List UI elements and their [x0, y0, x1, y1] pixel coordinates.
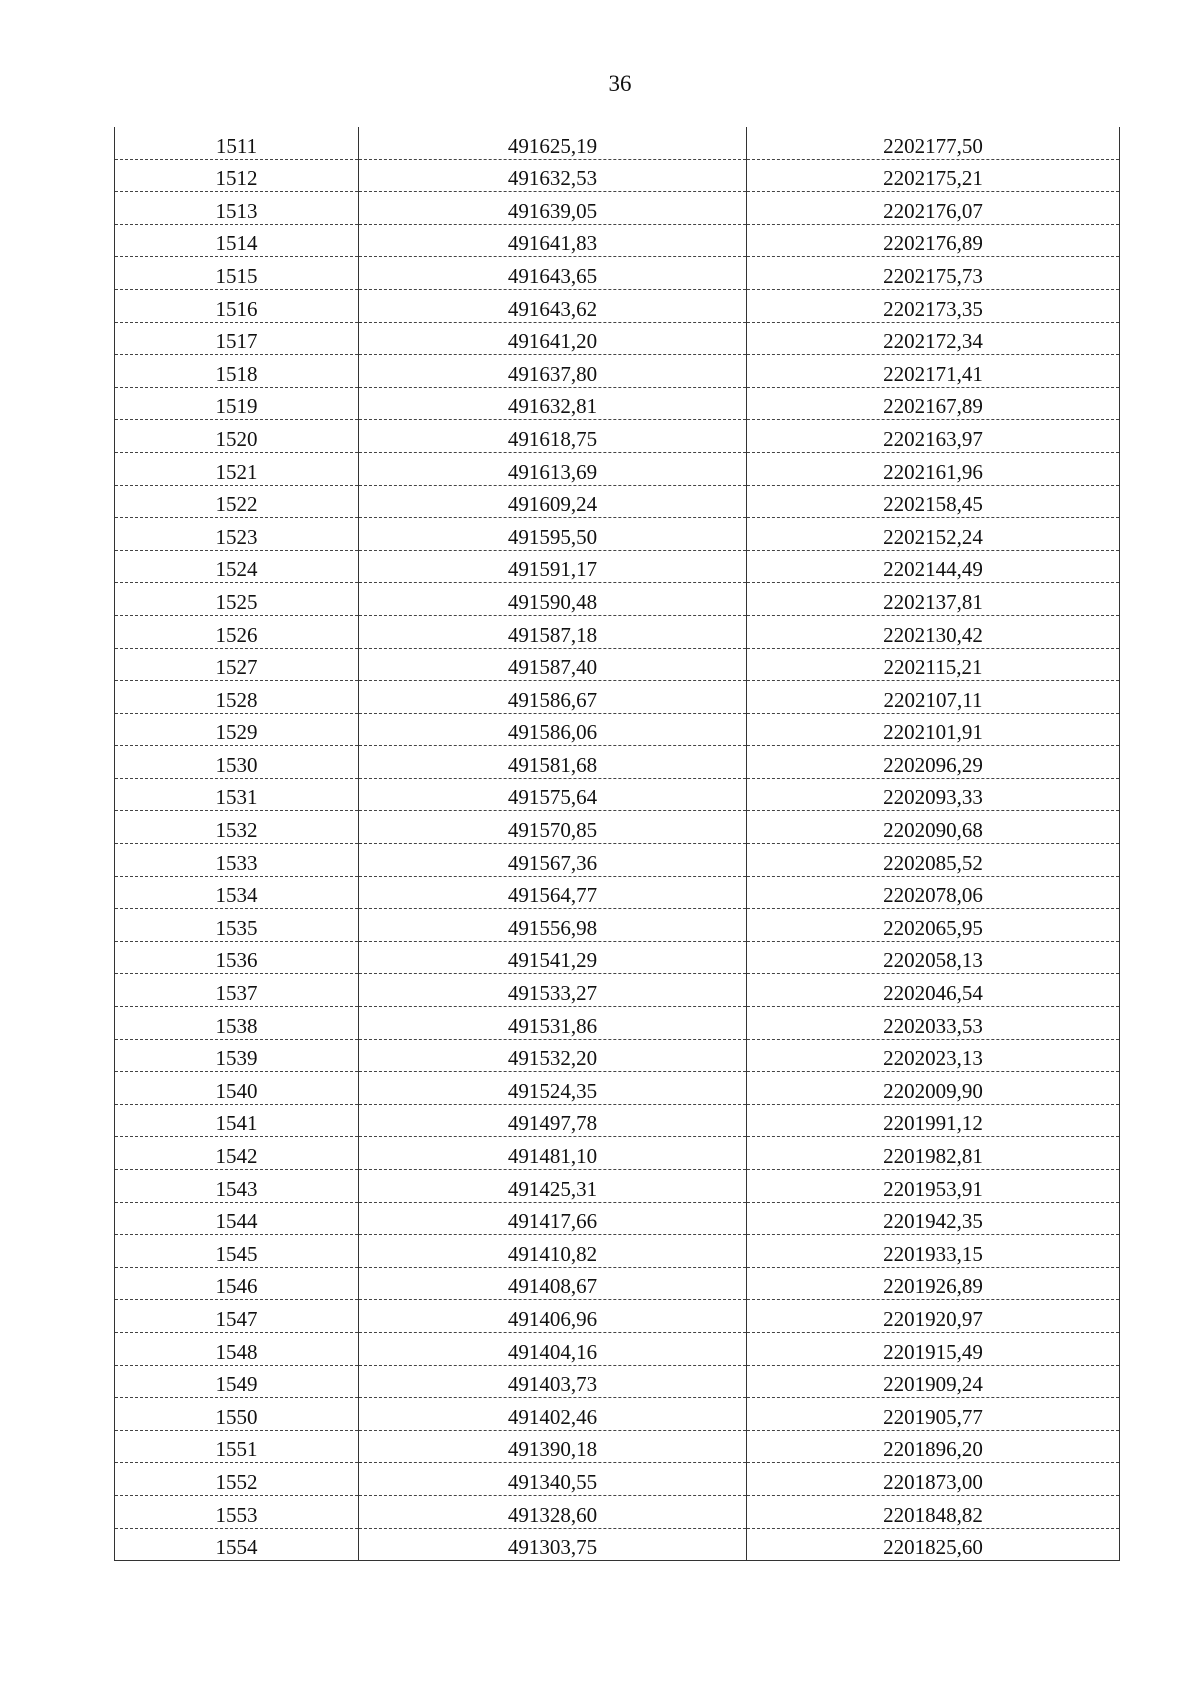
- point-number-cell: 1554: [115, 1528, 359, 1561]
- x-coordinate-cell: 491533,27: [359, 974, 747, 1007]
- y-coordinate-cell: 2202033,53: [747, 1007, 1120, 1040]
- table-row: [115, 778, 1120, 811]
- point-number-cell: 1530: [115, 746, 359, 779]
- y-coordinate-cell: 2202078,06: [747, 876, 1120, 909]
- x-coordinate-cell: 491567,36: [359, 844, 747, 877]
- x-coordinate-cell: 491531,86: [359, 1007, 747, 1040]
- y-coordinate-cell: 2202152,24: [747, 518, 1120, 551]
- y-coordinate-cell: 2201909,24: [747, 1365, 1120, 1398]
- table-row: [115, 844, 1120, 877]
- table-row: [115, 1398, 1120, 1431]
- table-row: [115, 355, 1120, 388]
- point-number-cell: 1546: [115, 1267, 359, 1300]
- x-coordinate-cell: 491403,73: [359, 1365, 747, 1398]
- point-number-cell: 1544: [115, 1202, 359, 1235]
- table-row: [115, 224, 1120, 257]
- point-number-cell: 1543: [115, 1170, 359, 1203]
- point-number-cell: 1513: [115, 192, 359, 225]
- table-row: [115, 1463, 1120, 1496]
- table-row: [115, 681, 1120, 714]
- table-row: [115, 420, 1120, 453]
- x-coordinate-cell: 491609,24: [359, 485, 747, 518]
- y-coordinate-cell: 2201933,15: [747, 1235, 1120, 1268]
- x-coordinate-cell: 491613,69: [359, 452, 747, 485]
- point-number-cell: 1526: [115, 615, 359, 648]
- y-coordinate-cell: 2201825,60: [747, 1528, 1120, 1561]
- coordinates-table: [114, 127, 1120, 1561]
- x-coordinate-cell: 491524,35: [359, 1072, 747, 1105]
- y-coordinate-cell: 2202107,11: [747, 681, 1120, 714]
- y-coordinate-cell: 2201926,89: [747, 1267, 1120, 1300]
- x-coordinate-cell: 491575,64: [359, 778, 747, 811]
- y-coordinate-cell: 2202176,07: [747, 192, 1120, 225]
- point-number-cell: 1545: [115, 1235, 359, 1268]
- point-number-cell: 1514: [115, 224, 359, 257]
- table-row: [115, 1072, 1120, 1105]
- point-number-cell: 1532: [115, 811, 359, 844]
- point-number-cell: 1538: [115, 1007, 359, 1040]
- x-coordinate-cell: 491618,75: [359, 420, 747, 453]
- x-coordinate-cell: 491556,98: [359, 909, 747, 942]
- table-row: [115, 746, 1120, 779]
- table-row: [115, 1300, 1120, 1333]
- point-number-cell: 1548: [115, 1332, 359, 1365]
- table-row: [115, 1039, 1120, 1072]
- point-number-cell: 1516: [115, 289, 359, 322]
- table-row: [115, 518, 1120, 551]
- y-coordinate-cell: 2202173,35: [747, 289, 1120, 322]
- y-coordinate-cell: 2202058,13: [747, 941, 1120, 974]
- x-coordinate-cell: 491639,05: [359, 192, 747, 225]
- table-row: [115, 1104, 1120, 1137]
- point-number-cell: 1553: [115, 1495, 359, 1528]
- table-row: [115, 974, 1120, 1007]
- table-row: [115, 1365, 1120, 1398]
- x-coordinate-cell: 491632,81: [359, 387, 747, 420]
- x-coordinate-cell: 491402,46: [359, 1398, 747, 1431]
- point-number-cell: 1542: [115, 1137, 359, 1170]
- x-coordinate-cell: 491581,68: [359, 746, 747, 779]
- coordinates-table-body: [115, 127, 1120, 1561]
- x-coordinate-cell: 491303,75: [359, 1528, 747, 1561]
- table-row: [115, 941, 1120, 974]
- point-number-cell: 1537: [115, 974, 359, 1007]
- x-coordinate-cell: 491481,10: [359, 1137, 747, 1170]
- x-coordinate-cell: 491532,20: [359, 1039, 747, 1072]
- x-coordinate-cell: 491497,78: [359, 1104, 747, 1137]
- table-row: [115, 1332, 1120, 1365]
- point-number-cell: 1535: [115, 909, 359, 942]
- table-row: [115, 322, 1120, 355]
- y-coordinate-cell: 2202137,81: [747, 583, 1120, 616]
- x-coordinate-cell: 491328,60: [359, 1495, 747, 1528]
- table-row: [115, 159, 1120, 192]
- x-coordinate-cell: 491417,66: [359, 1202, 747, 1235]
- y-coordinate-cell: 2202163,97: [747, 420, 1120, 453]
- table-row: [115, 257, 1120, 290]
- table-row: [115, 1267, 1120, 1300]
- x-coordinate-cell: 491340,55: [359, 1463, 747, 1496]
- point-number-cell: 1533: [115, 844, 359, 877]
- point-number-cell: 1527: [115, 648, 359, 681]
- point-number-cell: 1551: [115, 1430, 359, 1463]
- table-row: [115, 1495, 1120, 1528]
- y-coordinate-cell: 2202085,52: [747, 844, 1120, 877]
- y-coordinate-cell: 2201905,77: [747, 1398, 1120, 1431]
- y-coordinate-cell: 2201982,81: [747, 1137, 1120, 1170]
- y-coordinate-cell: 2202175,21: [747, 159, 1120, 192]
- table-row: [115, 648, 1120, 681]
- table-row: [115, 1528, 1120, 1561]
- x-coordinate-cell: 491591,17: [359, 550, 747, 583]
- table-row: [115, 1170, 1120, 1203]
- y-coordinate-cell: 2201873,00: [747, 1463, 1120, 1496]
- y-coordinate-cell: 2201896,20: [747, 1430, 1120, 1463]
- x-coordinate-cell: 491390,18: [359, 1430, 747, 1463]
- y-coordinate-cell: 2202130,42: [747, 615, 1120, 648]
- table-row: [115, 127, 1120, 159]
- table-row: [115, 289, 1120, 322]
- table-row: [115, 192, 1120, 225]
- x-coordinate-cell: 491590,48: [359, 583, 747, 616]
- table-row: [115, 550, 1120, 583]
- y-coordinate-cell: 2202115,21: [747, 648, 1120, 681]
- point-number-cell: 1529: [115, 713, 359, 746]
- y-coordinate-cell: 2202009,90: [747, 1072, 1120, 1105]
- y-coordinate-cell: 2202172,34: [747, 322, 1120, 355]
- x-coordinate-cell: 491587,40: [359, 648, 747, 681]
- y-coordinate-cell: 2202046,54: [747, 974, 1120, 1007]
- point-number-cell: 1520: [115, 420, 359, 453]
- x-coordinate-cell: 491586,67: [359, 681, 747, 714]
- y-coordinate-cell: 2202167,89: [747, 387, 1120, 420]
- y-coordinate-cell: 2201920,97: [747, 1300, 1120, 1333]
- point-number-cell: 1531: [115, 778, 359, 811]
- y-coordinate-cell: 2202090,68: [747, 811, 1120, 844]
- y-coordinate-cell: 2202101,91: [747, 713, 1120, 746]
- point-number-cell: 1522: [115, 485, 359, 518]
- x-coordinate-cell: 491404,16: [359, 1332, 747, 1365]
- point-number-cell: 1549: [115, 1365, 359, 1398]
- point-number-cell: 1512: [115, 159, 359, 192]
- x-coordinate-cell: 491625,19: [359, 127, 747, 159]
- x-coordinate-cell: 491587,18: [359, 615, 747, 648]
- y-coordinate-cell: 2202177,50: [747, 127, 1120, 159]
- y-coordinate-cell: 2201953,91: [747, 1170, 1120, 1203]
- x-coordinate-cell: 491541,29: [359, 941, 747, 974]
- table-row: [115, 583, 1120, 616]
- point-number-cell: 1518: [115, 355, 359, 388]
- table-row: [115, 909, 1120, 942]
- x-coordinate-cell: 491564,77: [359, 876, 747, 909]
- point-number-cell: 1523: [115, 518, 359, 551]
- point-number-cell: 1525: [115, 583, 359, 616]
- y-coordinate-cell: 2202175,73: [747, 257, 1120, 290]
- point-number-cell: 1536: [115, 941, 359, 974]
- x-coordinate-cell: 491586,06: [359, 713, 747, 746]
- table-row: [115, 876, 1120, 909]
- table-row: [115, 1430, 1120, 1463]
- y-coordinate-cell: 2201942,35: [747, 1202, 1120, 1235]
- x-coordinate-cell: 491641,20: [359, 322, 747, 355]
- x-coordinate-cell: 491641,83: [359, 224, 747, 257]
- table-row: [115, 615, 1120, 648]
- table-row: [115, 485, 1120, 518]
- y-coordinate-cell: 2202158,45: [747, 485, 1120, 518]
- point-number-cell: 1550: [115, 1398, 359, 1431]
- point-number-cell: 1534: [115, 876, 359, 909]
- y-coordinate-cell: 2202161,96: [747, 452, 1120, 485]
- point-number-cell: 1541: [115, 1104, 359, 1137]
- point-number-cell: 1540: [115, 1072, 359, 1105]
- point-number-cell: 1511: [115, 127, 359, 159]
- x-coordinate-cell: 491637,80: [359, 355, 747, 388]
- table-row: [115, 1235, 1120, 1268]
- table-row: [115, 452, 1120, 485]
- y-coordinate-cell: 2202023,13: [747, 1039, 1120, 1072]
- point-number-cell: 1515: [115, 257, 359, 290]
- table-row: [115, 1137, 1120, 1170]
- point-number-cell: 1539: [115, 1039, 359, 1072]
- page-number: 36: [608, 71, 632, 96]
- y-coordinate-cell: 2202171,41: [747, 355, 1120, 388]
- y-coordinate-cell: 2202096,29: [747, 746, 1120, 779]
- x-coordinate-cell: 491410,82: [359, 1235, 747, 1268]
- x-coordinate-cell: 491643,65: [359, 257, 747, 290]
- point-number-cell: 1547: [115, 1300, 359, 1333]
- y-coordinate-cell: 2201915,49: [747, 1332, 1120, 1365]
- x-coordinate-cell: 491643,62: [359, 289, 747, 322]
- point-number-cell: 1517: [115, 322, 359, 355]
- table-row: [115, 713, 1120, 746]
- point-number-cell: 1519: [115, 387, 359, 420]
- point-number-cell: 1528: [115, 681, 359, 714]
- x-coordinate-cell: 491408,67: [359, 1267, 747, 1300]
- y-coordinate-cell: 2202065,95: [747, 909, 1120, 942]
- table-row: [115, 811, 1120, 844]
- y-coordinate-cell: 2201991,12: [747, 1104, 1120, 1137]
- x-coordinate-cell: 491425,31: [359, 1170, 747, 1203]
- x-coordinate-cell: 491406,96: [359, 1300, 747, 1333]
- x-coordinate-cell: 491632,53: [359, 159, 747, 192]
- table-row: [115, 387, 1120, 420]
- table-row: [115, 1007, 1120, 1040]
- point-number-cell: 1552: [115, 1463, 359, 1496]
- y-coordinate-cell: 2201848,82: [747, 1495, 1120, 1528]
- y-coordinate-cell: 2202176,89: [747, 224, 1120, 257]
- point-number-cell: 1524: [115, 550, 359, 583]
- x-coordinate-cell: 491595,50: [359, 518, 747, 551]
- y-coordinate-cell: 2202093,33: [747, 778, 1120, 811]
- y-coordinate-cell: 2202144,49: [747, 550, 1120, 583]
- table-row: [115, 1202, 1120, 1235]
- x-coordinate-cell: 491570,85: [359, 811, 747, 844]
- point-number-cell: 1521: [115, 452, 359, 485]
